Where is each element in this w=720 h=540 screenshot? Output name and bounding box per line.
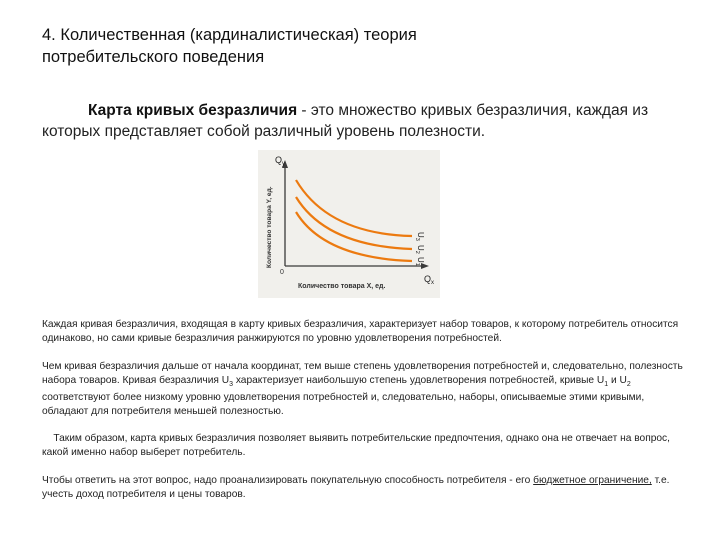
p2-part-b: характеризует наибольшую степень удовлетворения потребностей, кривые U: [233, 374, 605, 386]
title-line-1: 4. Количественная (кардиналистическая) теория: [42, 26, 417, 44]
x-axis-arrow: [421, 263, 429, 269]
x-axis-symbol: $Q_x$: [424, 274, 435, 286]
p2-subscript-1: 1: [604, 380, 609, 388]
p2-part-d: соответствуют более низкому уровню удовлетворения потребностей и, следовательно, наборы, описываемые этими кривыми, обладают для потребителя меньшей полезностью.: [42, 392, 645, 418]
title-line-2: потребительского поведения: [42, 48, 265, 66]
paragraph-utility: [42, 360, 692, 419]
y-axis-label: Количество товара Y, ед.: [266, 186, 273, 268]
p4-part-b: т.е. учесть доход потребителя и цены товаров.: [42, 475, 670, 500]
p2-subscript-2: 2: [626, 380, 631, 388]
indifference-curve-u1: [296, 212, 412, 261]
indifference-curve-u3: [296, 180, 412, 236]
budget-constraint-link[interactable]: бюджетное ограничение,: [533, 475, 652, 486]
indifference-map-chart: [258, 150, 440, 298]
slide-title: [42, 24, 682, 68]
x-axis-label: Количество товара X, ед.: [298, 283, 386, 290]
definition-term: Карта кривых безразличия: [88, 102, 298, 119]
paragraph-ranking: Каждая кривая безразличия, входящая в карту кривых безразличия, характеризует набор товаров, к которому потребитель относится одинаково, но сами кривые безразличия ранжируются по уровню удовлетворения потребностей.: [42, 319, 679, 344]
indifference-map-figure: [258, 150, 440, 298]
origin-label: 0: [280, 269, 284, 276]
curve-label-u2: $U_2$: [414, 245, 425, 254]
y-axis-symbol: $Q_y$: [275, 155, 286, 167]
p2-subscript-3: 3: [229, 380, 233, 388]
paragraph-conclusion: Таким образом, карта кривых безразличия позволяет выявить потребительские предпочтения, однако она не отвечает на вопрос, какой именно набор выберет потребитель.: [42, 433, 673, 458]
p4-part-a: Чтобы ответить на этот вопрос, надо проанализировать покупательную способность потребителя - его: [42, 475, 534, 486]
p2-part-a: Чем кривая безразличия дальше от начала координат, тем выше степень удовлетворения потребностей и, следовательно, полезность набора товаров. Кривая безразличия U: [42, 361, 683, 386]
curve-label-u3: $U_3$: [414, 232, 425, 241]
paragraph-budget: [42, 474, 692, 501]
definition-body: - это множество кривых безразличия, каждая из которых представляет собой различный уровень полезности.: [42, 102, 649, 140]
p2-part-c: и U: [608, 374, 627, 386]
curve-label-u1: $U_1$: [414, 257, 425, 266]
definition-text: [42, 100, 682, 142]
indifference-curve-u2: [296, 197, 412, 249]
